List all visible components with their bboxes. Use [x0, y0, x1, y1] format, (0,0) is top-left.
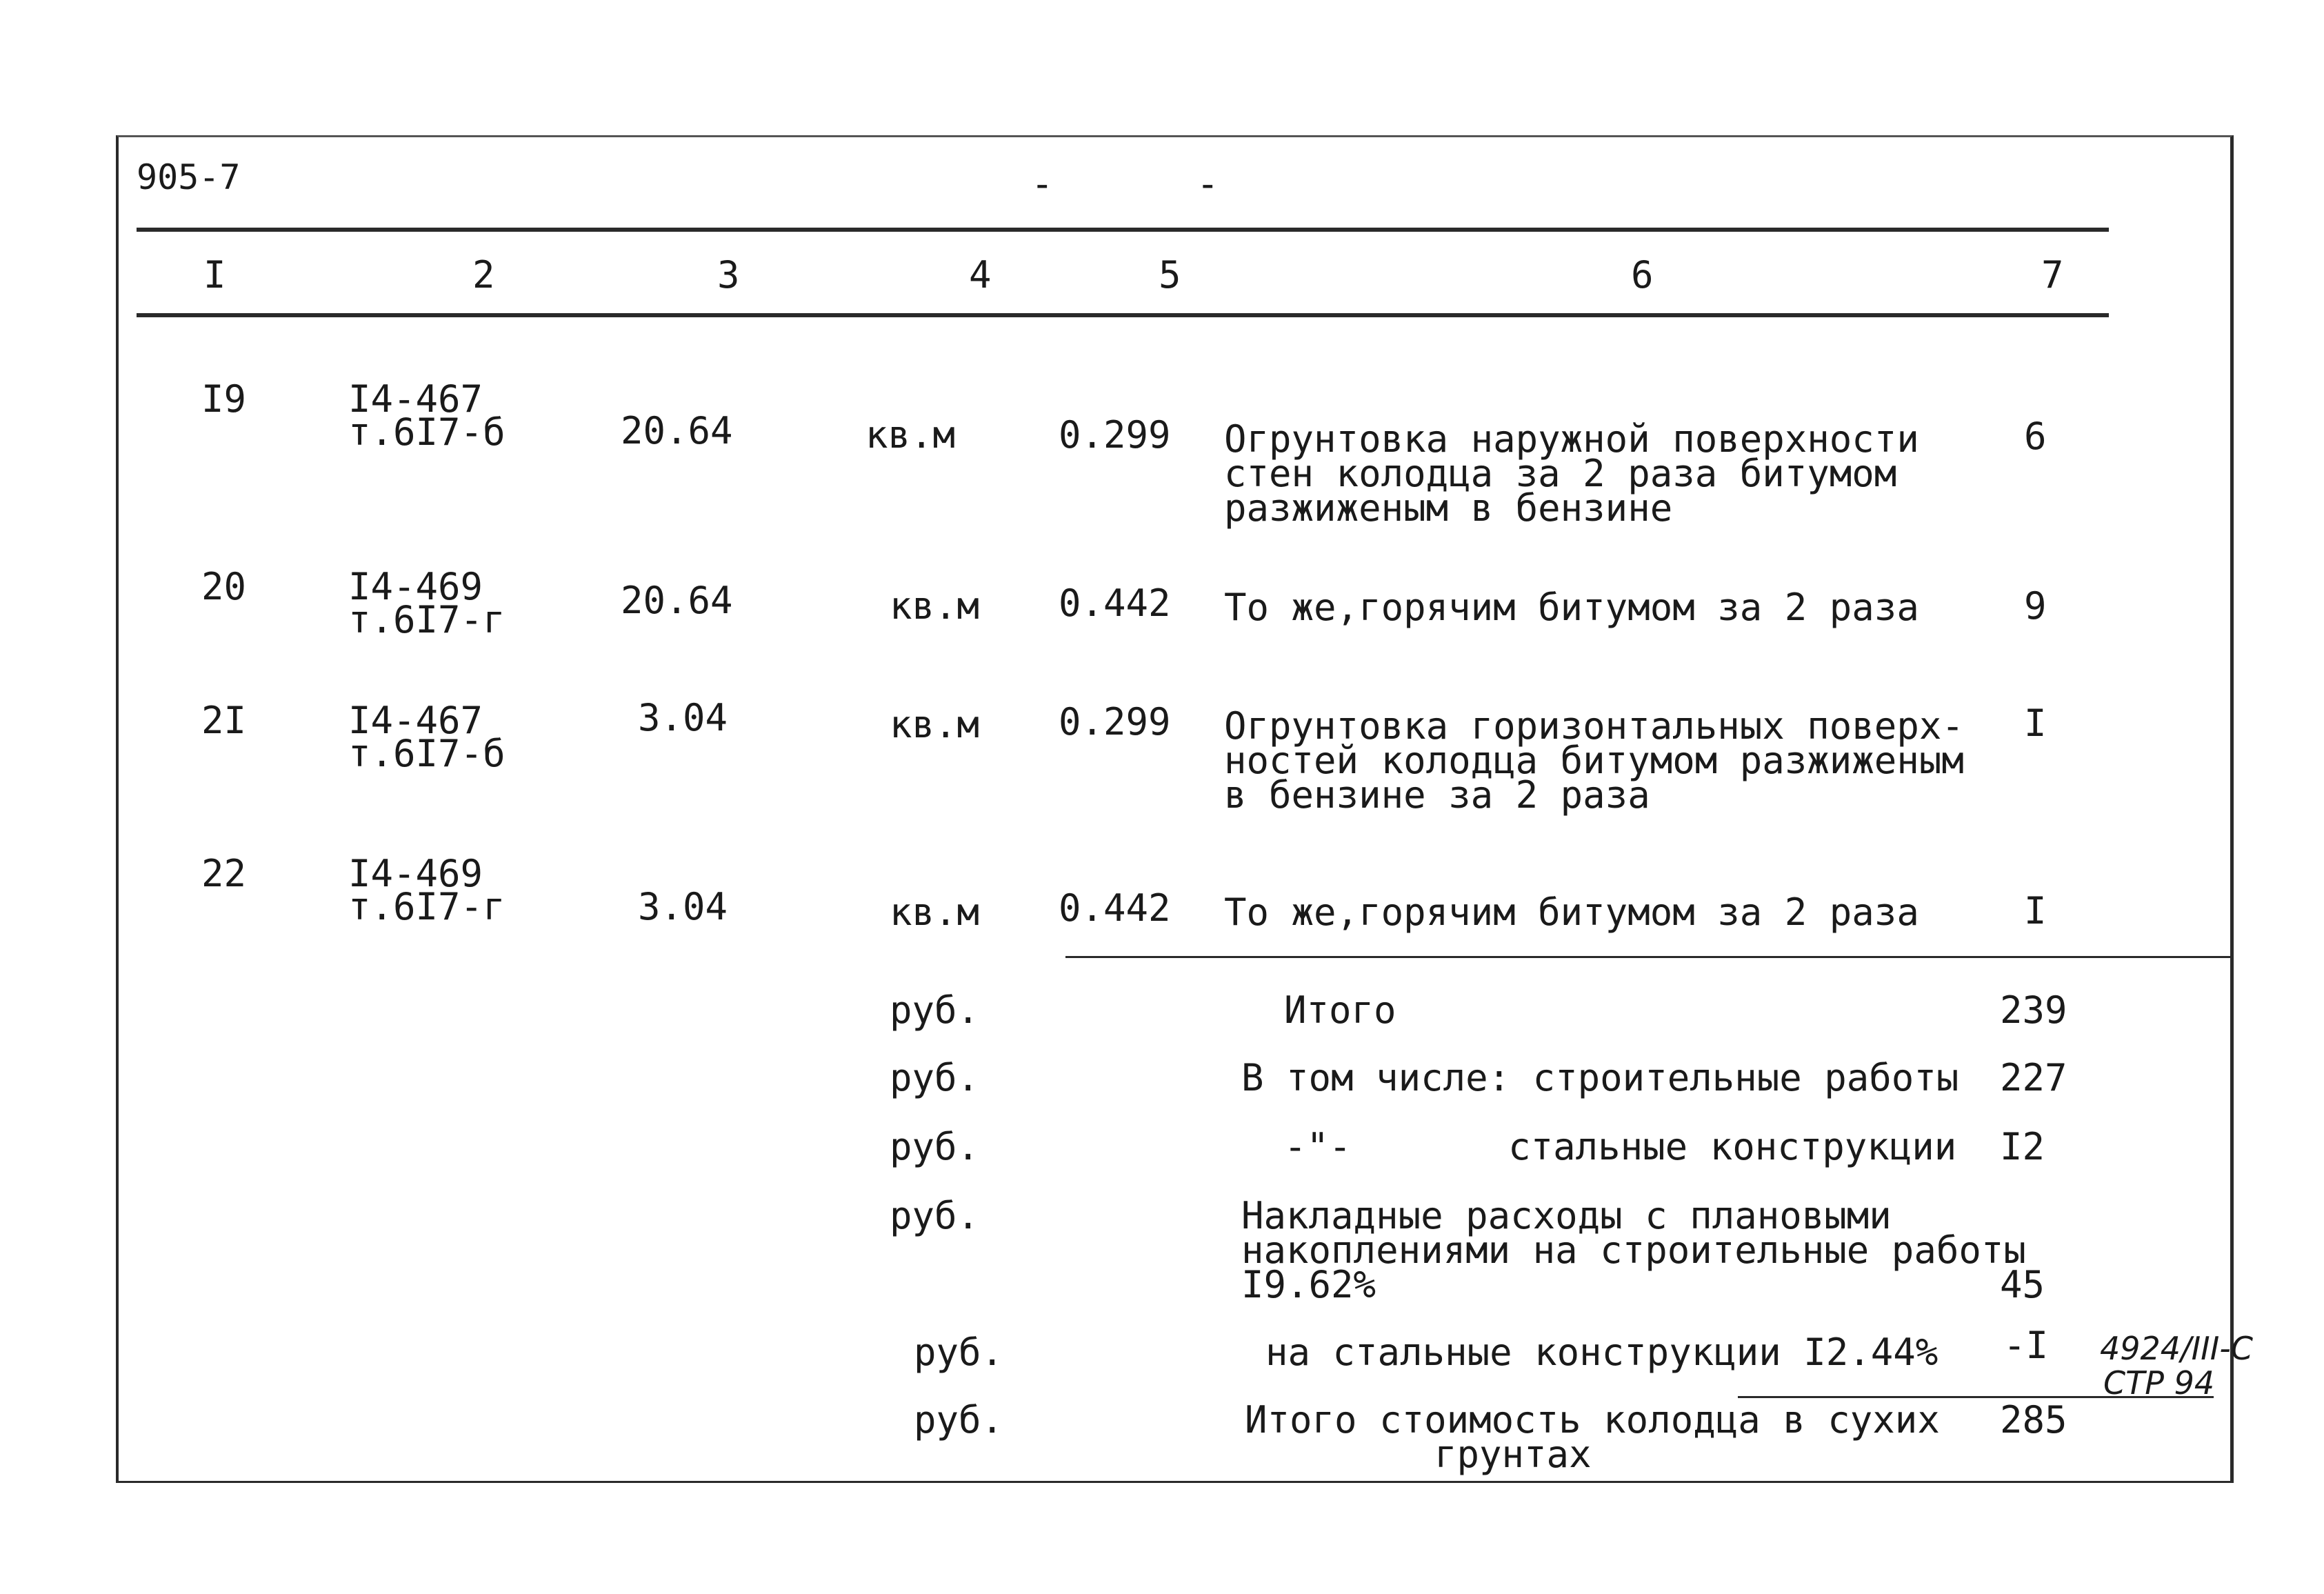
summary-label: Итого стоимость колодца в сухих [1245, 1398, 1940, 1442]
unit-rate: 0.442 [1059, 886, 1171, 930]
column-number: 4 [969, 253, 992, 297]
column-number: 3 [717, 253, 740, 297]
header-dash: - [1031, 162, 1054, 206]
unit-rate: 0.299 [1059, 700, 1171, 744]
work-description: разжиженым в бензине [1224, 486, 1673, 530]
unit: кв.м [890, 890, 980, 934]
work-description: Огрунтовка горизонтальных поверх- [1224, 704, 1964, 748]
document-code: 905-7 [137, 157, 241, 197]
summary-unit: руб. [890, 1056, 980, 1099]
cost-value: 6 [2024, 415, 2047, 458]
header-dash: - [1196, 162, 1219, 206]
work-description: Огрунтовка наружной поверхности [1224, 417, 1919, 461]
quantity: 3.04 [638, 885, 728, 928]
header-bottom-rule [137, 313, 2109, 317]
document-frame [116, 135, 2234, 1483]
summary-unit: руб. [914, 1398, 1004, 1442]
summary-label: Накладные расходы с плановыми [1241, 1194, 1892, 1237]
row-number: 22 [201, 852, 247, 895]
summary-label: Итого [1284, 988, 1396, 1032]
row-number: 20 [201, 565, 247, 608]
summary-label: I9.62% [1241, 1263, 1376, 1306]
unit: кв.м [890, 584, 980, 628]
norm-table-ref: т.6I7-б [348, 732, 505, 775]
column-number: 7 [2041, 253, 2064, 297]
row-number: I9 [201, 377, 247, 421]
norm-code: I4-469 [348, 565, 483, 608]
cost-value: I [2024, 701, 2047, 745]
summary-value: 239 [2000, 988, 2067, 1032]
unit-rate: 0.442 [1059, 581, 1171, 625]
quantity: 3.04 [638, 696, 728, 739]
summary-value: 285 [2000, 1398, 2067, 1442]
row-number: 2I [201, 699, 247, 742]
summary-label: В том числе: строительные работы [1241, 1056, 1959, 1099]
column-number: I [203, 253, 226, 297]
work-description: То же,горячим битумом за 2 раза [1224, 890, 1919, 934]
work-description: То же,горячим битумом за 2 раза [1224, 586, 1919, 629]
cost-value: 9 [2024, 584, 2047, 628]
summary-label: накоплениями на строительные работы [1241, 1228, 2026, 1272]
summary-value: 45 [2000, 1263, 2045, 1306]
handwritten-margin-note: 4924/III-C [2100, 1330, 2253, 1367]
norm-code: I4-467 [348, 699, 483, 742]
work-description: ностей колодца битумом разжиженым [1224, 739, 1964, 782]
summary-unit: руб. [890, 988, 980, 1032]
norm-table-ref: т.6I7-г [348, 598, 505, 641]
work-description: стен колодца за 2 раза битумом [1224, 452, 1897, 495]
column-number: 2 [472, 253, 495, 297]
summary-unit: руб. [890, 1194, 980, 1237]
norm-code: I4-467 [348, 377, 483, 421]
subtotal-rule [1065, 956, 2231, 958]
summary-label: грунтах [1434, 1433, 1592, 1476]
handwritten-margin-note: СТР 94 [2103, 1364, 2215, 1402]
work-description: в бензине за 2 раза [1224, 773, 1650, 817]
summary-unit: руб. [890, 1125, 980, 1168]
quantity: 20.64 [621, 579, 733, 622]
norm-code: I4-469 [348, 852, 483, 895]
unit: кв.м [890, 703, 980, 746]
summary-label: -"- стальные конструкции [1284, 1125, 1957, 1168]
quantity: 20.64 [621, 409, 733, 452]
norm-table-ref: т.6I7-г [348, 885, 505, 928]
norm-table-ref: т.6I7-б [348, 410, 505, 454]
summary-unit: руб. [914, 1331, 1004, 1374]
header-top-rule [137, 228, 2109, 232]
column-number: 6 [1631, 253, 1654, 297]
summary-value: -I [2003, 1324, 2049, 1367]
unit: кв.м [865, 413, 956, 457]
summary-label: на стальные конструкции I2.44% [1265, 1331, 1939, 1374]
cost-value: I [2024, 889, 2047, 933]
summary-value: I2 [2000, 1125, 2045, 1168]
summary-value: 227 [2000, 1056, 2067, 1099]
unit-rate: 0.299 [1059, 413, 1171, 457]
column-number: 5 [1159, 253, 1181, 297]
